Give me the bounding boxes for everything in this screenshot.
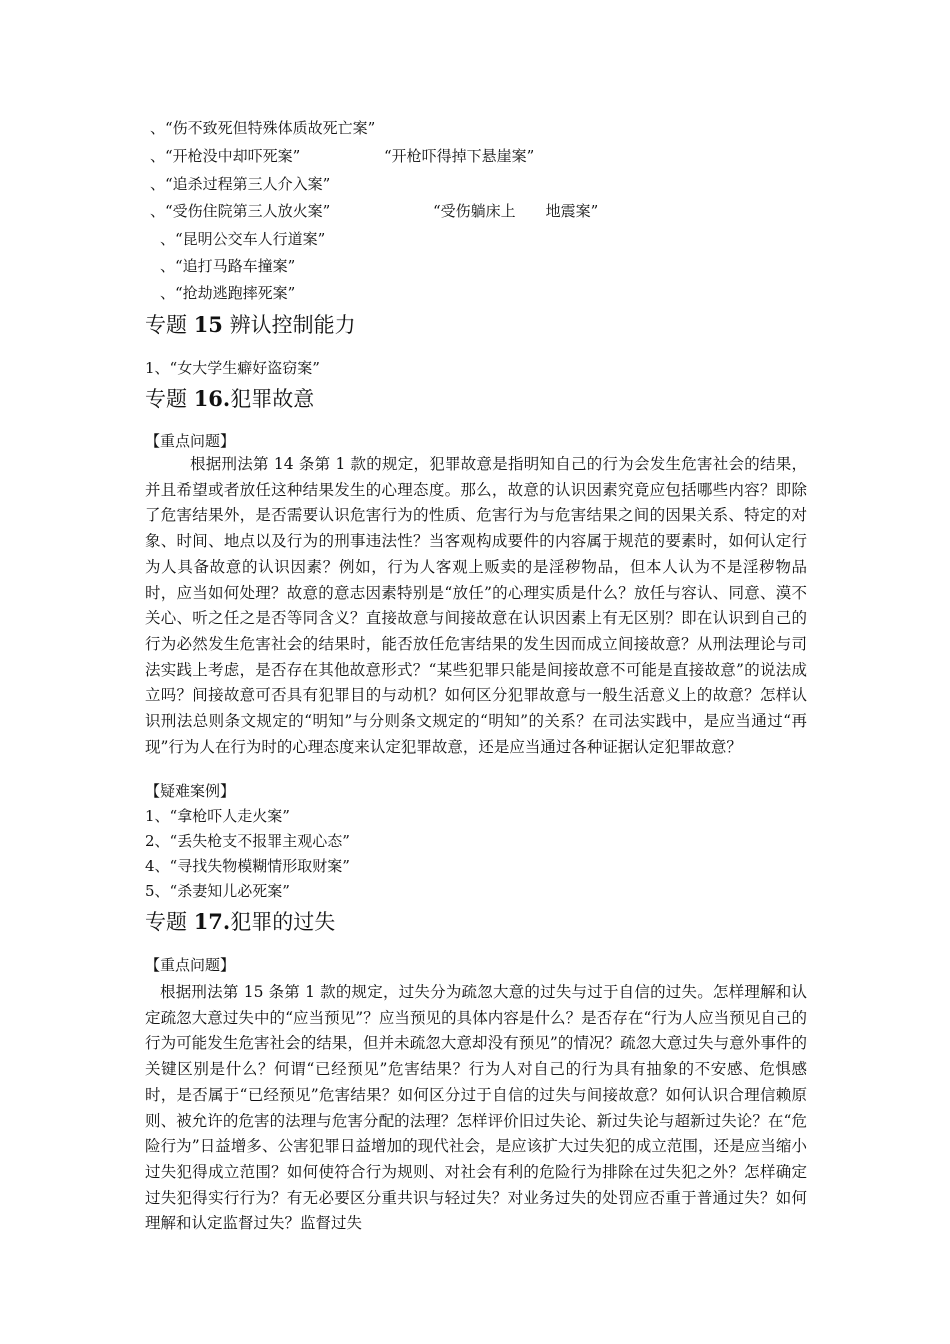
case-text: 5、“杀妻知儿必死案”: [145, 882, 290, 900]
case-item: [160, 283, 295, 303]
case-text: 、“伤不致死但特殊体质故死亡案”: [150, 119, 376, 137]
case-text: 、“开枪没中却吓死案”: [150, 147, 301, 165]
case-text: 1、“拿枪吓人走火案”: [145, 807, 290, 825]
section-15-heading: [145, 311, 356, 339]
difficult-cases-label: [145, 781, 235, 801]
case-text: 4、“寻找失物模糊情形取财案”: [145, 857, 350, 875]
case-text: 、“昆明公交车人行道案”: [160, 230, 326, 248]
case-item: [150, 174, 330, 194]
section-16-case: [145, 806, 290, 826]
heading-prefix: 专题: [145, 313, 194, 337]
case-text: 、“追打马路车撞案”: [160, 257, 296, 275]
section-16-heading: [145, 385, 314, 413]
section-16-case: [145, 831, 350, 851]
section-16-case: [145, 856, 350, 876]
case-text: 、“受伤住院第三人放火案”: [150, 202, 331, 220]
key-issues-label: [145, 955, 235, 975]
case-text: 2、“丢失枪支不报罪主观心态”: [145, 832, 350, 850]
case-item: [160, 229, 325, 249]
heading-number: 16.: [193, 386, 231, 411]
section-17-paragraph: 根据刑法第 15 条第 1 款的规定，过失分为疏忽大意的过失与过于自信的过失。怎样理解和认定疏忽大意过失中的“应当预见”？应当预见的具体内容是什么？是否存在“行为人应当预见自己的行为可能发生危害社会的结果，但并未疏忽大意却没有预见”的情况？疏忽大意过失与意外事件的关键区别是什么？何谓“已经预见”危害结果？行为人对自己的行为具有抽象的不安感、危惧感时，是否属于“已经预见”危害结果？如何区分过于自信的过失与间接故意？如何认识合理信赖原则、被允许的危害的法理与危害分配的法理？怎样评价旧过失论、新过失论与超新过失论？在“危险行为”日益增多、公害犯罪日益增加的现代社会，是应该扩大过失犯的成立范围，还是应当缩小过失犯得成立范围？如何使符合行为规则、对社会有利的危险行为排除在过失犯之外？怎样确定过失犯得实行行为？有无必要区分重共识与轻过失？对业务过失的处罚应否重于普通过失？如何理解和认定监督过失？监督过失: [145, 983, 807, 1233]
case-item: [150, 146, 300, 166]
section-16-case: [145, 881, 290, 901]
label-text: 【重点问题】: [145, 956, 236, 974]
section-16-paragraph: 根据刑法第 14 条第 1 款的规定，犯罪故意是指明知自己的行为会发生危害社会的结果，并且希望或者放任这种结果发生的心理态度。那么，故意的认识因素究竟应包括哪些内容？即除了危害结果外，是否需要认识危害行为的性质、危害行为与危害结果之间的因果关系、特定的对象、时间、地点以及行为的刑事违法性？当客观构成要件的内容属于规范的要素时，如何认定行为人具备故意的认识因素？例如，行为人客观上贩卖的是淫秽物品，但本人认为不是淫秽物品时，应当如何处理？故意的意志因素特别是“放任”的心理实质是什么？放任与容认、同意、漠不关心、听之任之是否等同含义？直接故意与间接故意在认识因素上有无区别？即在认识到自己的行为必然发生危害社会的结果时，能否放任危害结果的发生因而成立间接故意？从刑法理论与司法实践上考虑，是否存在其他故意形式？“某些犯罪只能是间接故意不可能是直接故意”的说法成立吗？间接故意可否具有犯罪目的与动机？如何区分犯罪故意与一般生活意义上的故意？怎样认识刑法总则条文规定的“明知”与分则条文规定的“明知”的关系？在司法实践中，是应当通过“再现”行为人在行为时的心理态度来认定犯罪故意，还是应当通过各种证据认定犯罪故意？: [145, 455, 807, 756]
heading-number: 17.: [193, 909, 231, 934]
heading-title: 犯罪的过失: [230, 910, 336, 934]
section-17-heading: [145, 908, 335, 936]
case-text: “受伤躺床上 地震案”: [433, 202, 599, 220]
case-item-secondary: [433, 201, 598, 221]
case-item: [150, 118, 375, 138]
heading-prefix: 专题: [145, 910, 194, 934]
case-text: 、“抢劫逃跑摔死案”: [160, 284, 296, 302]
heading-number: 15: [193, 312, 223, 337]
case-text: 1、“女大学生癖好盗窃案”: [145, 359, 320, 377]
key-issues-label: [145, 431, 235, 451]
heading-title: 辨认控制能力: [222, 313, 356, 337]
case-text: 、“追杀过程第三人介入案”: [150, 175, 331, 193]
case-item-secondary: [384, 146, 534, 166]
heading-title: 犯罪故意: [230, 387, 315, 411]
case-item: [150, 201, 330, 221]
heading-prefix: 专题: [145, 387, 194, 411]
case-item: [160, 256, 295, 276]
case-text: “开枪吓得掉下悬崖案”: [384, 147, 535, 165]
section-15-case: [145, 358, 320, 378]
label-text: 【重点问题】: [145, 432, 236, 450]
label-text: 【疑难案例】: [145, 782, 236, 800]
